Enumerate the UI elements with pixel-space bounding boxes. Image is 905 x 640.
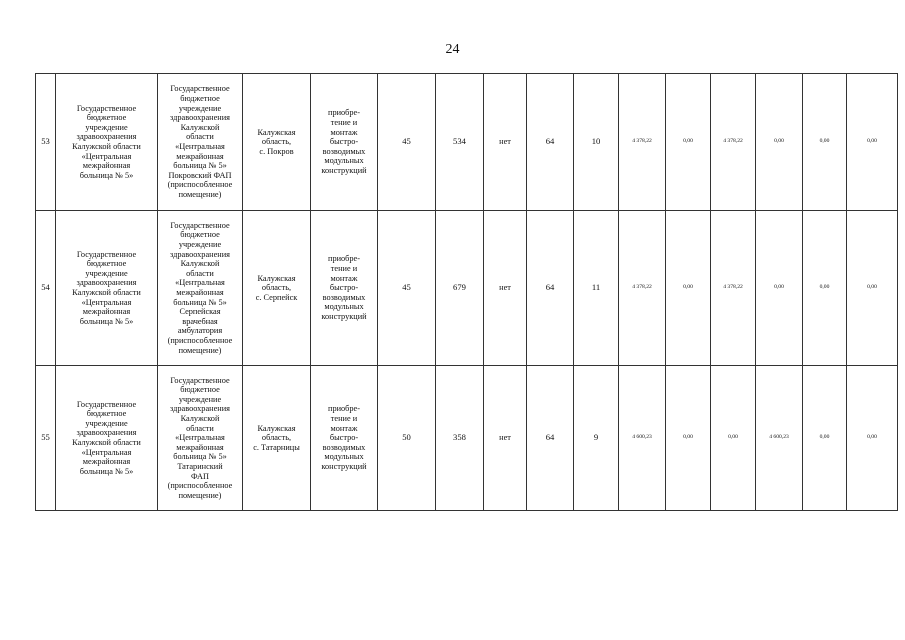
facility-cell: Государственное бюджетное учреждение здравоохранения Калужской области «Центральная межрайонная больница № 5» Серпейская врачебная амбулатория (приспособленное помещение)	[158, 211, 243, 366]
value-cell: 45	[378, 74, 436, 211]
amount-cell: 0,00	[666, 74, 711, 211]
value-cell: 534	[436, 74, 484, 211]
amount-cell: 4 378,22	[619, 74, 666, 211]
value-cell: 64	[527, 74, 574, 211]
value-cell: 358	[436, 366, 484, 511]
amount-cell: 4 378,22	[619, 211, 666, 366]
amount-cell: 0,00	[803, 366, 847, 511]
facility-cell: Государственное бюджетное учреждение здравоохранения Калужской области «Центральная межрайонная больница № 5» Покровский ФАП (приспособленное помещение)	[158, 74, 243, 211]
amount-cell: 4 378,22	[711, 74, 756, 211]
amount-cell: 4 378,22	[711, 211, 756, 366]
row-number: 53	[36, 74, 56, 211]
amount-cell: 0,00	[847, 74, 898, 211]
value-cell: 64	[527, 211, 574, 366]
value-cell: нет	[484, 74, 527, 211]
page-number: 24	[445, 42, 460, 57]
table-row	[36, 211, 898, 366]
value-cell: 9	[574, 366, 619, 511]
value-cell: нет	[484, 211, 527, 366]
value-cell: 64	[527, 366, 574, 511]
row-number: 54	[36, 211, 56, 366]
amount-cell: 0,00	[666, 366, 711, 511]
facility-cell: Государственное бюджетное учреждение здравоохранения Калужской области «Центральная межрайонная больница № 5» Татаринский ФАП (приспособленное помещение)	[158, 366, 243, 511]
amount-cell: 0,00	[666, 211, 711, 366]
amount-cell: 4 600,23	[756, 366, 803, 511]
value-cell: нет	[484, 366, 527, 511]
location-cell: Калужская область, с. Покров	[243, 74, 311, 211]
value-cell: 679	[436, 211, 484, 366]
amount-cell: 0,00	[803, 211, 847, 366]
row-number: 55	[36, 366, 56, 511]
amount-cell: 0,00	[711, 366, 756, 511]
action-cell: приобре- тение и монтаж быстро- возводимых модульных конструкций	[311, 211, 378, 366]
recipient-cell: Государственное бюджетное учреждение здравоохранения Калужской области «Центральная межрайонная больница № 5»	[56, 366, 158, 511]
amount-cell: 0,00	[756, 74, 803, 211]
amount-cell: 0,00	[847, 366, 898, 511]
value-cell: 11	[574, 211, 619, 366]
table-row	[36, 366, 898, 511]
amount-cell: 0,00	[803, 74, 847, 211]
facilities-table	[35, 73, 898, 511]
value-cell: 10	[574, 74, 619, 211]
amount-cell: 4 600,23	[619, 366, 666, 511]
recipient-cell: Государственное бюджетное учреждение здравоохранения Калужской области «Центральная межрайонная больница № 5»	[56, 211, 158, 366]
location-cell: Калужская область, с. Серпейск	[243, 211, 311, 366]
action-cell: приобре- тение и монтаж быстро- возводимых модульных конструкций	[311, 366, 378, 511]
value-cell: 45	[378, 211, 436, 366]
location-cell: Калужская область, с. Татарницы	[243, 366, 311, 511]
amount-cell: 0,00	[847, 211, 898, 366]
value-cell: 50	[378, 366, 436, 511]
table-row	[36, 74, 898, 211]
recipient-cell: Государственное бюджетное учреждение здравоохранения Калужской области «Центральная межрайонная больница № 5»	[56, 74, 158, 211]
amount-cell: 0,00	[756, 211, 803, 366]
action-cell: приобре- тение и монтаж быстро- возводимых модульных конструкций	[311, 74, 378, 211]
